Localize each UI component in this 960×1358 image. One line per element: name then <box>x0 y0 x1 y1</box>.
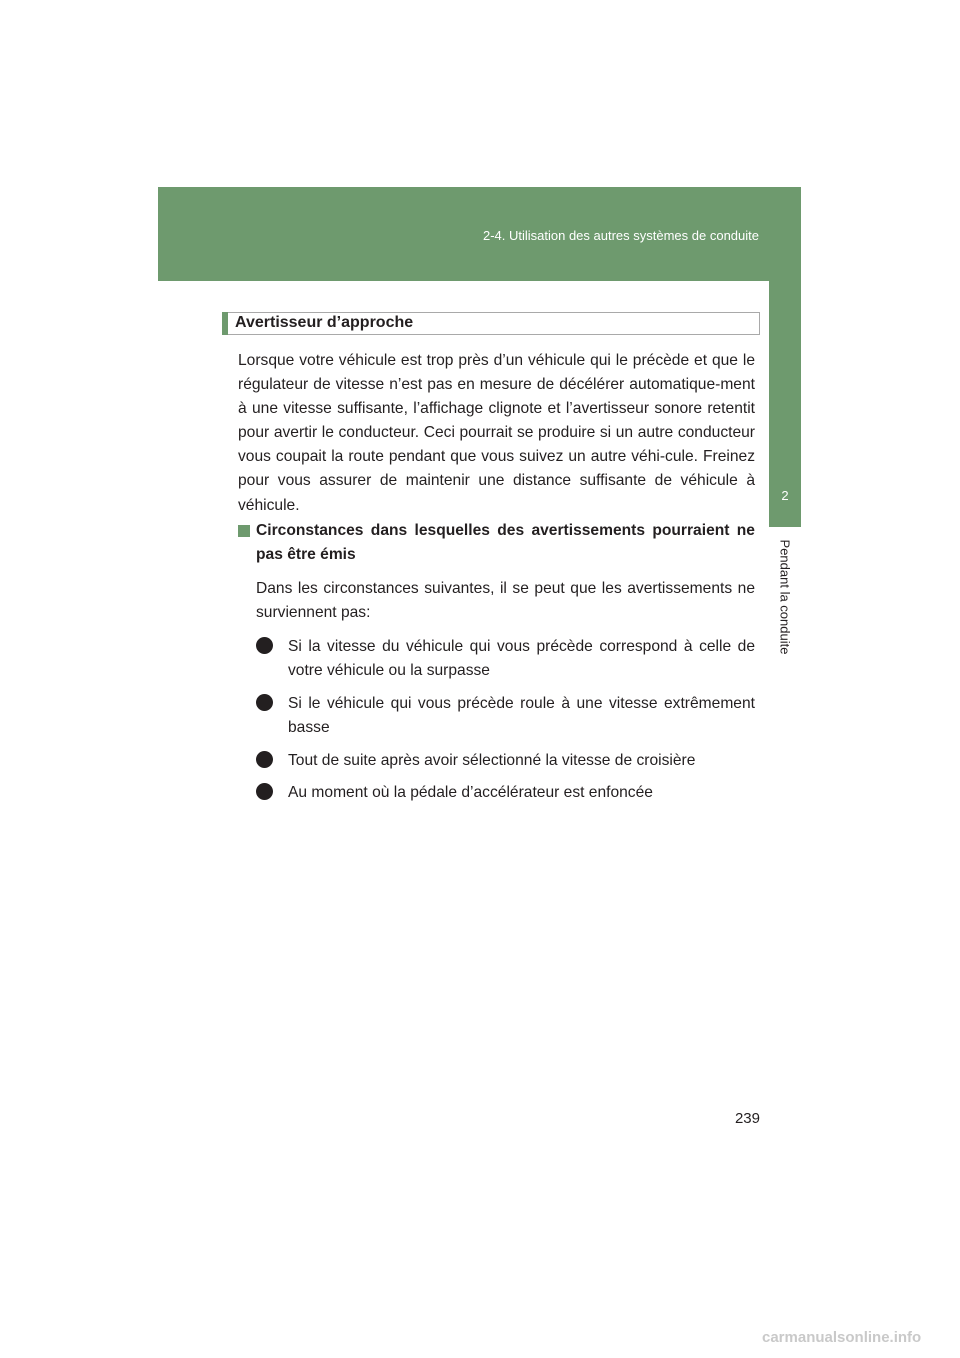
list-item <box>256 635 755 683</box>
header-section-title: 2-4. Utilisation des autres systèmes de conduite <box>482 228 759 243</box>
chapter-tab[interactable] <box>769 281 801 527</box>
header-band <box>158 187 801 281</box>
list-item <box>256 749 755 773</box>
list-item-text: Si le véhicule qui vous précède roule à une vitesse extrêmement basse <box>288 694 755 737</box>
chapter-number: 2 <box>781 488 789 503</box>
section-heading: Avertisseur d’approche <box>235 314 414 331</box>
subsection-paragraph: Dans les circonstances suivantes, il se peut que les avertissements ne surviennent pas: <box>256 579 755 621</box>
page-number: 239 <box>734 1110 760 1127</box>
list-item-text: Au moment où la pédale d’accélérateur est enfoncée <box>288 784 653 802</box>
list-item <box>256 692 755 740</box>
subsection-heading <box>238 519 755 568</box>
heading-marker <box>222 312 228 335</box>
subsection-heading-text: Circonstances dans lesquelles des avertissements pourraient ne pas être émis <box>256 522 755 564</box>
bullet-dot-icon <box>256 783 273 800</box>
list-item-text: Si la vitesse du véhicule qui vous précède correspond à celle de votre véhicule ou la surpasse <box>288 637 755 679</box>
condition-list <box>238 635 755 806</box>
chapter-label: Pendant la conduite <box>777 539 793 655</box>
section-heading-box <box>222 312 760 335</box>
section-paragraph: Lorsque votre véhicule est trop près d’un véhicule qui le précède et que le régulateur de vitesse n’est pas en mesure de décélérer automatique-ment à une vitesse suffisante, l’affichage clignote et l’avertisseur sonore retentit pour avertir le conducteur. Ceci pourrait se produire si un autre conducteur vous coupait la route pendant que vous suivez un autre véhi-cule. Freinez pour vous assurer de maintenir une distance suffisante de véhicule à véhicule. <box>238 352 755 514</box>
list-item <box>256 781 755 805</box>
bullet-dot-icon <box>256 694 273 711</box>
subsection <box>238 519 755 805</box>
list-item-text: Tout de suite après avoir sélectionné la vitesse de croisière <box>288 752 696 770</box>
bullet-dot-icon <box>256 751 273 768</box>
square-bullet-icon <box>238 525 250 537</box>
bullet-dot-icon <box>256 637 273 654</box>
watermark[interactable]: carmanualsonline.info <box>762 1329 922 1346</box>
